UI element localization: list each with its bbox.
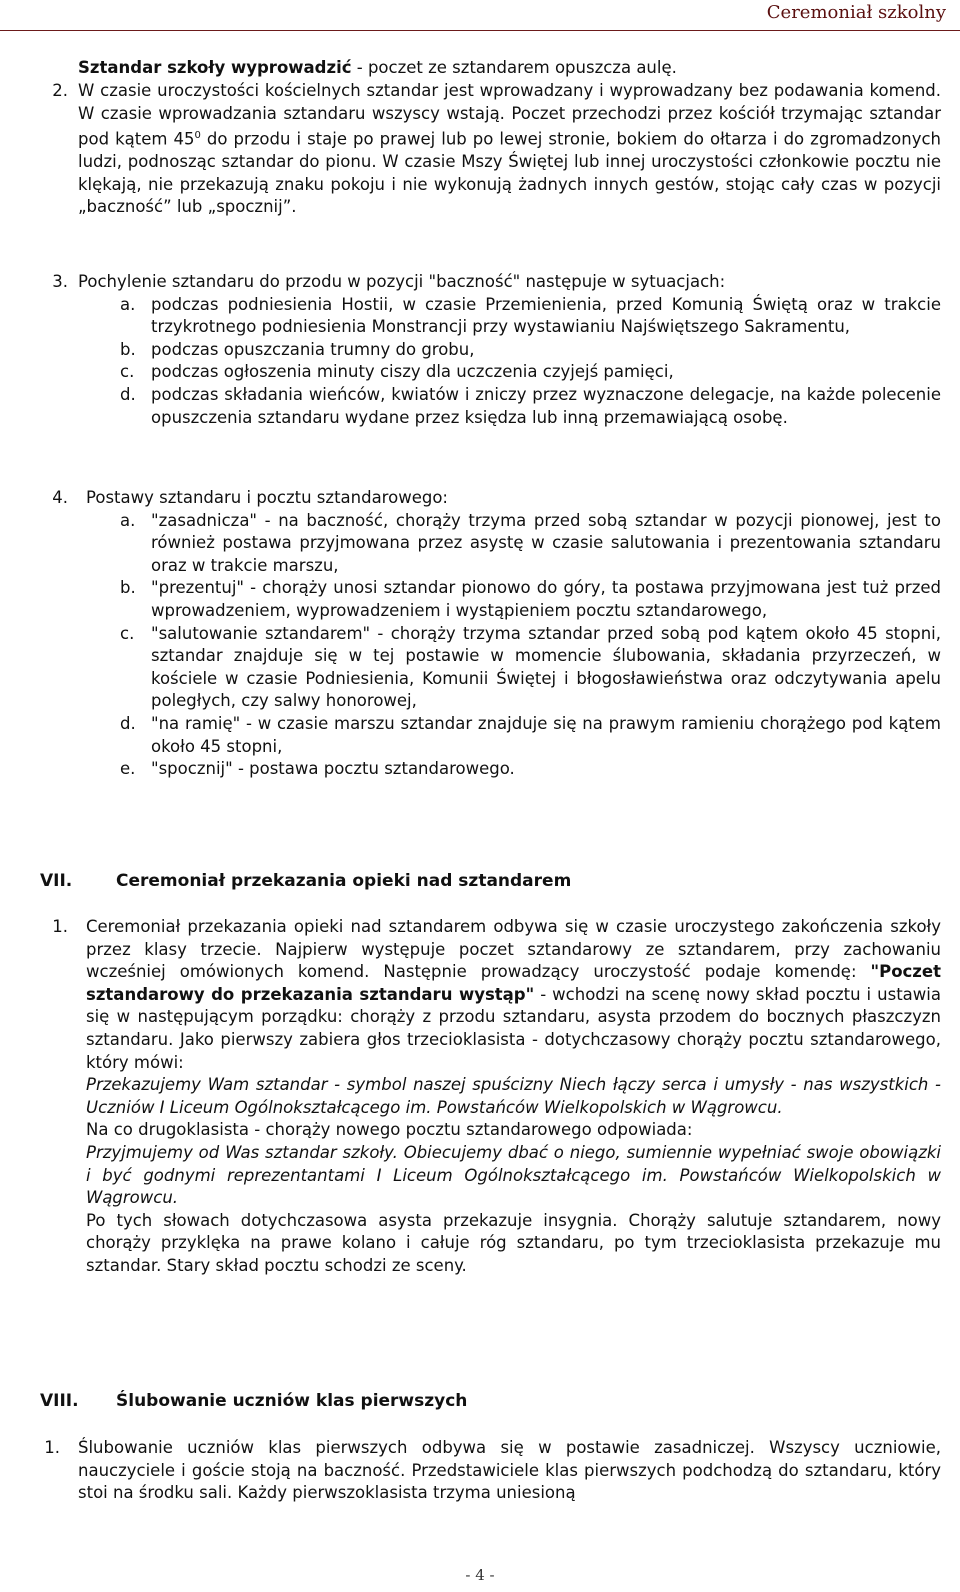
section6-item-3 (40, 271, 941, 429)
section-title: Ceremoniał przekazania opieki nad sztandarem (116, 871, 572, 891)
sub-item-text: podczas podniesienia Hostii, w czasie Przemienienia, przed Komunią Świętą oraz w trakcie trzykrotnego podniesienia Monstrancji przy wystawianiu Najświętszego Sakramentu, (151, 294, 941, 337)
sub-item (40, 577, 941, 622)
item-number: 3. (52, 272, 68, 291)
sub-item-letter: c. (120, 623, 135, 643)
sub-item (40, 713, 941, 758)
sub-item-letter: e. (120, 759, 136, 779)
sub-item (40, 510, 941, 578)
sub-item-text: "na ramię" - w czasie marszu sztandar znajduje się na prawym ramieniu chorążego pod kątem około 45 stopni, (151, 713, 941, 756)
intro-rest-text: - poczet ze sztandarem opuszcza aulę. (351, 58, 677, 77)
intro-bold-text: Sztandar szkoły wyprowadzić (78, 58, 352, 77)
superscript-zero: 0 (194, 130, 201, 142)
running-header: Ceremoniał szkolny (766, 2, 946, 23)
sub-list (40, 510, 941, 781)
sub-list (40, 294, 941, 430)
item-paragraph (86, 916, 941, 1074)
sub-item-text: podczas opuszczania trumny do grobu, (151, 339, 475, 359)
section-title: Ślubowanie uczniów klas pierwszych (116, 1391, 468, 1411)
sub-item (40, 758, 941, 781)
command-text: "Poczet sztandarowy do przekazania sztandaru wystąp" (86, 962, 941, 1004)
item2-text-part2: do przodu i staje po prawej lub po lewej stronie, bokiem do ołtarza i do zgromadzonych ludzi, podnosząc sztandar do pionu. W czasie Mszy Świętej lub innej uroczystości członkowie pocztu nie klękają, nie przekazują znaku pokoju i nie wykonują żadnych innych gestów, stojąc cały czas w pozycji „baczność” lub „spocznij”. (78, 129, 941, 217)
section8-item-1 (40, 1437, 941, 1505)
sub-item-text: "spocznij" - postawa pocztu sztandarowego. (151, 759, 515, 779)
item-number: 1. (52, 917, 68, 936)
sub-item-letter: a. (120, 294, 136, 314)
sub-item-text: "salutowanie sztandarem" - chorąży trzyma sztandar przed sobą pod kątem około 45 stopni, sztandar znajduje się w tej postawie w momencie ślubowania, składania przyrzeczeń, w kościele w czasie Podniesienia, Komunii Świętej i błogosławieństwa oraz odczytywania apelu poległych, czy salwy honorowej, (151, 623, 941, 711)
sub-item-text: "zasadnicza" - na baczność, chorąży trzyma przed sobą sztandar w pozycji pionowej, jest to również postawa przyjmowana przez asystę w czasie salutowania i prezentowania sztandaru oraz w trakcie marszu, (151, 510, 941, 575)
sub-item-letter: b. (120, 339, 136, 359)
sub-item-text: podczas składania wieńców, kwiatów i zniczy przez wyznaczone delegacje, na każde polecenie opuszczenia sztandaru wydane przez księdza lub inną przemawiającą osobę. (151, 384, 941, 427)
sub-item (40, 361, 941, 384)
quote-acceptance: Przyjmujemy od Was sztandar szkoły. Obiecujemy dbać o niego, sumiennie wypełniać swoje obowiązki i być godnymi reprezentantami I Liceum Ogólnokształcącego im. Powstańców Wielkopolskich w Wągrowcu. (86, 1142, 941, 1208)
item-text: Ślubowanie uczniów klas pierwszych odbywa się w postawie zasadniczej. Wszyscy uczniowie, nauczyciele i goście stoją na baczność. Przedstawiciele klas pierwszych podchodzą do sztandaru, który stoi na środku sali. Każdy pierwszoklasista trzyma uniesioną (78, 1438, 941, 1503)
item-body (86, 916, 941, 1278)
quote-handover: Przekazujemy Wam sztandar - symbol naszej spuścizny Niech łączy serca i umysły - nas wszystkich - Uczniów I Liceum Ogólnokształcącego im. Powstańców Wielkopolskich w Wągrowcu. (86, 1075, 941, 1117)
sub-item-text: podczas ogłoszenia minuty ciszy dla uczczenia czyjejś pamięci, (151, 362, 674, 382)
header-rule (0, 30, 960, 31)
section7-item-1 (40, 916, 941, 1278)
sub-item (40, 294, 941, 339)
sub-item (40, 623, 941, 713)
item-text: Postawy sztandaru i pocztu sztandarowego: (86, 488, 448, 507)
sub-item-letter: c. (120, 362, 135, 382)
sub-item-letter: b. (120, 578, 136, 598)
item2-text-part1: W czasie uroczystości kościelnych sztandar jest wprowadzany i wyprowadzany bez podawania komend. W czasie wprowadzania sztandaru wszyscy wstają. Poczet przechodzi przez kościół trzymając sztandar pod kątem 45 (78, 81, 941, 149)
sub-item-letter: a. (120, 510, 136, 530)
p1a: Ceremoniał przekazania opieki nad sztandarem odbywa się w czasie uroczystego zakończenia szkoły przez klasy trzecie. Najpierw występuje poczet sztandarowy ze sztandarem, przy zachowaniu wcześniej omówionych komend. Następnie prowadzący uroczystość podaje komendę: (86, 917, 941, 982)
sub-item-letter: d. (120, 384, 136, 404)
section6-intro (78, 57, 941, 80)
section-number: VIII. (40, 1391, 79, 1411)
item-number: 4. (52, 488, 68, 507)
item-number: 1. (44, 1438, 60, 1457)
sub-item-letter: d. (120, 713, 136, 733)
page-number: - 4 - (465, 1566, 495, 1584)
section6-item-4 (40, 487, 941, 781)
item-number: 2. (52, 81, 68, 100)
sub-item-text: "prezentuj" - chorąży unosi sztandar pionowo do góry, ta postawa przyjmowana jest tuż przed wprowadzeniem, wyprowadzeniem i wystąpieniem pocztu sztandarowego, (151, 578, 941, 620)
sub-item (40, 339, 941, 362)
section-number: VII. (40, 871, 73, 891)
item-paragraph: Na co drugoklasista - chorąży nowego pocztu sztandarowego odpowiada: (86, 1120, 693, 1140)
item-text (78, 80, 941, 219)
item-text: Pochylenie sztandaru do przodu w pozycji "baczność" następuje w sytuacjach: (78, 272, 726, 291)
sub-item (40, 384, 941, 429)
item-paragraph: Po tych słowach dotychczasowa asysta przekazuje insygnia. Chorąży salutuje sztandarem, nowy chorąży przyklęka na prawe kolano i całuje róg sztandaru, po tym trzecioklasista przekazuje mu sztandar. Stary skład pocztu schodzi ze sceny. (86, 1210, 941, 1275)
p1c: - wchodzi na scenę nowy skład pocztu i ustawia się w następującym porządku: chorąży z przodu sztandaru, asysta przodem do bocznych płaszczyzn sztandaru. Jako pierwszy zabiera głos trzecioklasista - dotychczasowy chorąży pocztu sztandarowego, który mówi: (86, 984, 941, 1072)
section6-item-2 (40, 80, 941, 219)
